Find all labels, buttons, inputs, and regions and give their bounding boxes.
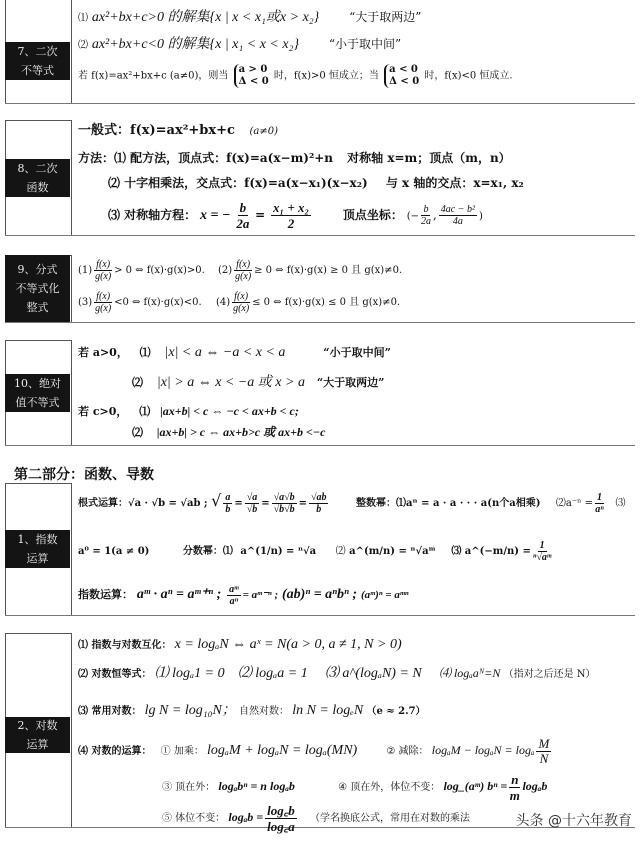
e2-line-2 [78, 665, 596, 683]
fraction [223, 492, 232, 515]
formula: logₐb [522, 779, 548, 793]
item-number: ⑵ [132, 426, 143, 439]
text: ① 加乘： [160, 746, 204, 757]
note: （指对之后还是 N） [503, 669, 596, 680]
equals: = [234, 498, 243, 509]
fraction [536, 737, 551, 766]
note: （学名换底公式，常用在对数的乘法 [309, 813, 470, 824]
fraction [232, 291, 250, 314]
e1-line-2 [78, 540, 553, 564]
section-label: 9、分式不等式化整式 [5, 255, 70, 322]
mnemonic: “小于取中间” [328, 37, 402, 51]
formula: ax²+bx+c>0 的解集{x | x < x₁或x > x₂} [91, 10, 320, 25]
s7-line-1 [78, 9, 421, 27]
denominator: 2a [420, 216, 431, 227]
denominator: N [539, 751, 549, 766]
section-label: 1、指数运算 [5, 530, 70, 568]
negative-power: ⑵a⁻ⁿ = [555, 498, 594, 509]
zero-power: a⁰ = 1(a ≠ 0) [78, 546, 150, 557]
text: ④ 顶在外，体位不变： [338, 782, 441, 793]
denominator: b [225, 504, 231, 515]
mnemonic: “大于取两边” [349, 10, 422, 24]
formula: x = − [200, 208, 231, 223]
numerator: f(x) [234, 291, 249, 302]
formula: lg N = log₁₀N； [144, 703, 236, 718]
section-label: 10、绝对值不等式 [5, 374, 70, 412]
intercept-form: ⑵ 十字相乘法，交点式：f(x)=a(x−x₁)(x−x₂) [108, 176, 368, 190]
s10-line-2 [132, 375, 384, 391]
denominator: m [509, 788, 520, 803]
formula: |x| < a ⇔ −a < x < a [164, 345, 286, 360]
section-label: 8、二次函数 [5, 159, 70, 197]
item-number: ⑴ [78, 13, 88, 24]
s7-line-3 [78, 64, 513, 88]
fraction [595, 492, 604, 515]
x-intercepts: 与 x 轴的交点：x=x₁, x₂ [385, 176, 524, 190]
denominator: 2a [236, 216, 250, 231]
denominator: aⁿ [595, 504, 604, 515]
numerator: 1 [597, 492, 603, 503]
text: ⑴ 指数与对数互化： [78, 640, 172, 651]
numerator: 1 [539, 540, 545, 551]
e2-line-6 [162, 802, 470, 834]
formula: a^(1/n) = ⁿ√a [240, 546, 317, 557]
text: 时，f(x)>0 恒成立；当 [273, 70, 379, 82]
s9-item [216, 290, 400, 316]
numerator: √a√b [273, 492, 295, 503]
formula: logₐM − logₐN = logₐ [431, 743, 535, 757]
numerator: M [538, 736, 550, 751]
equals: = [255, 208, 266, 222]
numerator: n [511, 772, 519, 787]
e2-line-3 [78, 703, 426, 720]
denominator: g(x) [235, 271, 252, 282]
denominator: b [316, 504, 322, 515]
section-label: 2、对数运算 [5, 717, 70, 753]
text: 时，f(x)<0 恒成立. [424, 70, 513, 82]
condition: 若 c>0， [78, 405, 128, 418]
numerator: b [423, 204, 429, 215]
numerator: f(x) [96, 259, 111, 270]
condition: (a≠0) [249, 126, 278, 137]
part-heading: 第二部分：函数、导数 [14, 467, 154, 483]
numerator: b [239, 200, 247, 215]
note: （e ≈ 2.7） [366, 706, 426, 717]
mnemonic: “小于取中间” [323, 346, 391, 359]
formula: ln N = logₑN [292, 703, 364, 718]
item-number: ⑵ [132, 376, 143, 389]
item-number: (4) [216, 297, 231, 308]
numerator: x₁ + x₂ [273, 200, 310, 215]
fraction [271, 200, 311, 231]
formula: ⑴ logₐ1 = 0 [154, 666, 225, 681]
fraction [265, 803, 297, 834]
numerator: √ab [310, 492, 327, 503]
text: ⑷ 对数的运算： [78, 746, 152, 757]
fraction [94, 259, 112, 282]
formula: ⑷ logₐaᴺ=N [438, 666, 501, 680]
formula: (ab)ⁿ = aⁿbⁿ ; [282, 587, 358, 602]
formula: ax²+bx+c<0 的解集{x | x₁ < x < x₂} [91, 37, 300, 52]
text: 若 f(x)=ax²+bx+c (a≠0)，则当 [78, 70, 229, 82]
s10-line-3 [78, 403, 299, 420]
fraction [421, 204, 431, 227]
item-number: ⑶ [615, 498, 626, 509]
numerator: 4ac − b² [440, 204, 475, 215]
fraction [533, 540, 551, 563]
s8-line-3 [108, 175, 524, 191]
text: 指数运算： [78, 588, 133, 601]
e1-line-3 [78, 582, 409, 608]
equivalence: <0 ⇔ f(x)·g(x)<0. [114, 297, 202, 308]
formula: |ax+b| < c ⇔ −c < ax+b < c; [160, 404, 299, 418]
formula: aᵐ · aⁿ = aᵐ⁺ⁿ ; [136, 587, 222, 602]
text: ⑶ 对称轴方程： [108, 208, 197, 222]
numerator: aᵐ [229, 583, 239, 595]
item-number: (2) [218, 265, 233, 276]
e2-line-5 [162, 772, 547, 803]
formula: ⑶ a^(−m/n) = [451, 546, 531, 557]
fraction [227, 584, 241, 607]
numerator: a [225, 492, 231, 503]
fraction [309, 492, 329, 515]
numerator: √a [246, 492, 258, 503]
vertex: 对称轴 x=m；顶点（m，n） [347, 151, 511, 165]
text: ⑵ 对数恒等式： [78, 669, 152, 680]
equivalence: ≤ 0 ⇔ f(x)·g(x) ≤ 0 且 g(x)≠0. [252, 297, 401, 308]
section-label: 7、二次不等式 [5, 42, 70, 80]
fractional-power: 分数幂：⑴ [182, 546, 233, 557]
item-number: ⑴ [139, 346, 151, 359]
e2-line-4 [78, 737, 553, 766]
s8-line-2 [78, 150, 511, 166]
text: 自然对数： [239, 706, 289, 717]
denominator: √b√b [273, 504, 295, 515]
s9-item [218, 258, 402, 284]
equivalence: > 0 ⇔ f(x)·g(x)>0. [114, 265, 205, 276]
condition: Δ < 0 [389, 76, 420, 87]
s9-item [78, 290, 202, 316]
s8-line-1 [78, 123, 278, 140]
general-form: 一般式：f(x)=ax²+bx+c [78, 123, 235, 138]
s8-line-4 [108, 200, 483, 232]
e1-line-1 [78, 486, 626, 519]
item-number: ⑵ [335, 546, 346, 557]
item-number: (1) [78, 265, 93, 276]
fraction [272, 492, 297, 515]
formula: a^(m/n) = ⁿ√aᵐ [349, 546, 436, 557]
fraction [439, 204, 477, 227]
item-number: (3) [78, 297, 93, 308]
denominator: log꜀a [267, 819, 295, 834]
paren: (− [406, 211, 419, 222]
s7-line-2 [78, 36, 401, 54]
radical-sign: √ [211, 491, 222, 510]
s10-line-1 [78, 345, 391, 361]
formula: |ax+b| > c ⇔ ax+b>c 或 ax+b <−c [156, 425, 326, 439]
denominator: ⁿ√aᵐ [532, 552, 552, 563]
numerator: f(x) [236, 259, 251, 270]
condition: 若 a>0， [78, 346, 128, 359]
condition-brace [384, 64, 419, 88]
denominator: aⁿ [229, 595, 239, 607]
text: ② 减除： [386, 746, 429, 757]
mnemonic: “大于取两边” [316, 376, 385, 389]
vertex-form: 方法：⑴ 配方法，顶点式：f(x)=a(x−m)²+n [78, 151, 333, 165]
fraction [245, 492, 260, 515]
denominator: 2 [287, 216, 295, 231]
equals: = [261, 498, 270, 509]
formula: (aᵐ)ⁿ = aᵐⁿ [360, 589, 409, 601]
s10-line-4 [132, 424, 325, 441]
fraction [94, 291, 112, 314]
formula: logₐb = [228, 810, 264, 824]
formula: = aᵐ⁻ⁿ ; [242, 589, 279, 601]
denominator: g(x) [95, 271, 112, 282]
denominator: 4a [452, 216, 463, 227]
e2-line-1 [78, 637, 402, 654]
text: ⑶ 常用对数： [78, 706, 142, 717]
condition: a < 0 [389, 64, 418, 75]
equals: = [298, 498, 307, 509]
denominator: √b [246, 504, 258, 515]
fraction [236, 200, 249, 231]
item-number: ⑵ [78, 40, 88, 51]
formula: ⑶ a^(logₐN) = N [324, 666, 422, 681]
condition: a > 0 [238, 64, 268, 75]
formula: logₐM + logₐN = logₐ(MN) [207, 743, 358, 758]
watermark: 头条 @十六年教育 [515, 813, 632, 829]
condition: Δ < 0 [238, 76, 269, 87]
radical-rule: 根式运算：√a · √b = √ab ; [78, 498, 208, 509]
denominator: g(x) [95, 303, 112, 314]
formula: ⑵ logₐa = 1 [237, 666, 308, 681]
s9-item [78, 258, 205, 284]
equivalence: ≥ 0 ⇔ f(x)·g(x) ≥ 0 且 g(x)≠0. [254, 265, 403, 276]
denominator: g(x) [233, 303, 250, 314]
paren: ) [478, 211, 483, 222]
text: 顶点坐标： [342, 208, 403, 222]
text: ⑤ 体位不变： [162, 813, 226, 824]
numerator: f(x) [96, 291, 111, 302]
item-number: ⑴ [139, 405, 151, 418]
numerator: log꜀b [267, 803, 295, 818]
fraction [509, 772, 520, 803]
text: ③ 顶在外： [162, 782, 216, 793]
formula: x = logₐN ⇔ aˣ = N(a > 0, a ≠ 1, N > 0) [174, 637, 402, 652]
comma: , [432, 208, 437, 222]
condition-brace [234, 64, 269, 88]
formula: logₐbⁿ = n logₐb [218, 779, 295, 793]
fraction [234, 259, 252, 282]
integer-power: 整数幂：⑴aⁿ = a · a · · · a(n个a相乘) [355, 498, 541, 509]
formula: |x| > a ⇔ x < −a 或 x > a [156, 375, 305, 390]
formula: log_(aᵐ) bⁿ = [443, 779, 508, 793]
